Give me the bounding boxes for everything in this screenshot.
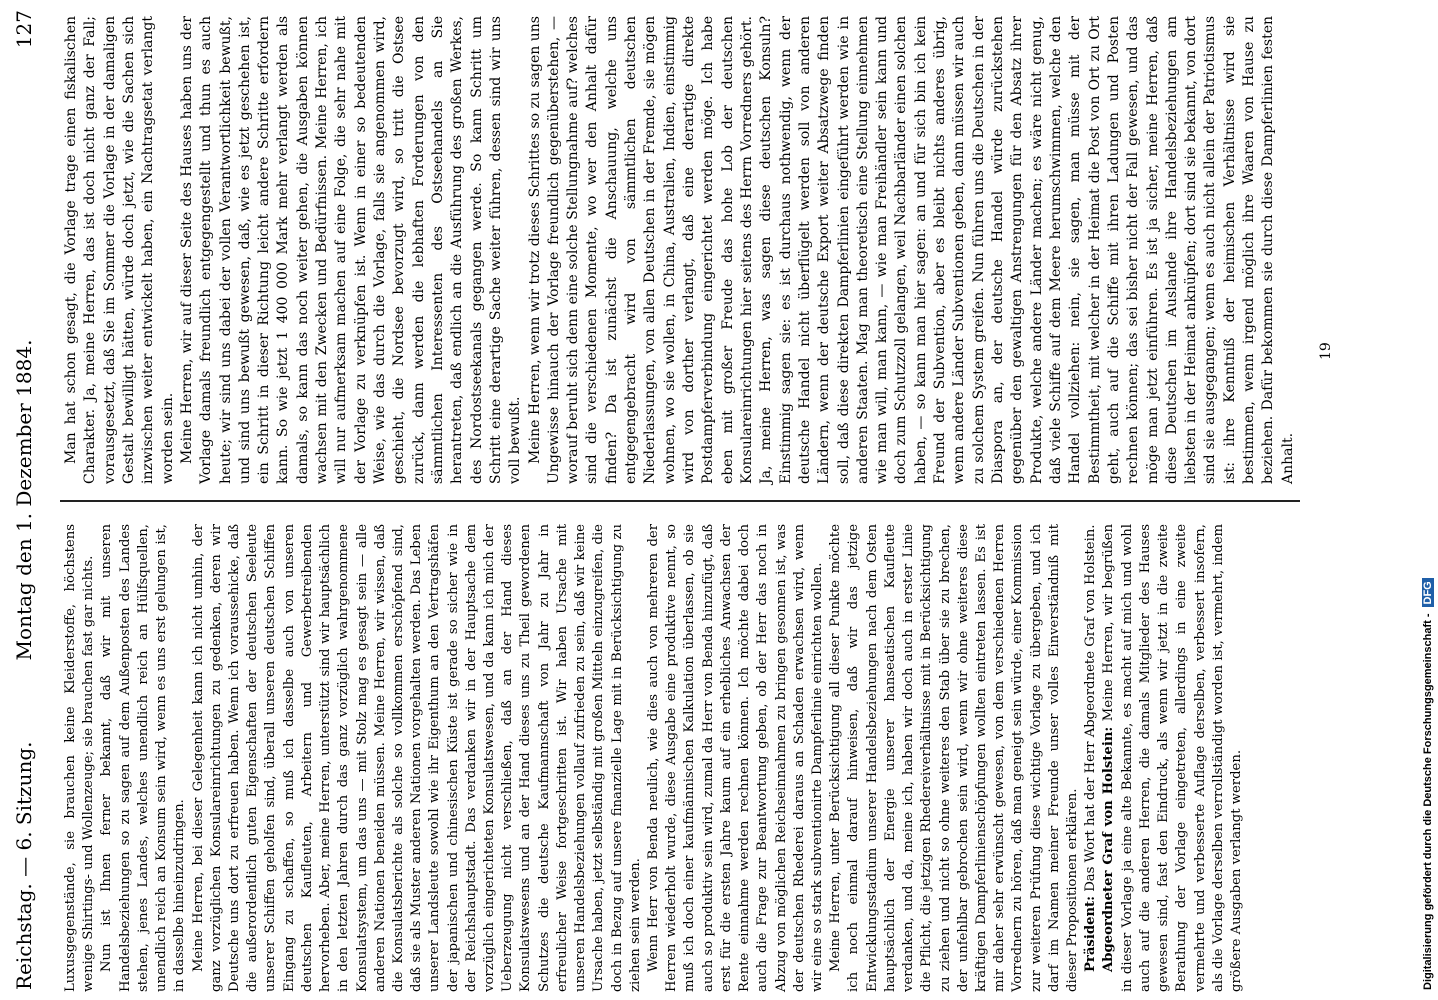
left-column — [62, 524, 1246, 992]
speaker-label: Präsident: — [1083, 895, 1099, 972]
holstein-paragraph — [1100, 524, 1246, 992]
paragraph: Nun ist Ihnen ferner bekannt, daß wir mit unseren Handelsbeziehungen so zu sagen auf dem Außenposten des Landes stehen, jenes Landes, welches unendlich reich an Hülfsquellen, unendlich reich an Konsum sein wird, wenn es uns erst gelungen ist, in dasselbe hineinzudringen. — [99, 524, 188, 992]
right-column — [62, 16, 1298, 484]
paragraph: Man hat schon gesagt, die Vorlage trage einen fiskalischen Charakter. Ja, meine Herren, das ist doch nicht ganz der Fall; vorausgesetzt, daß Sie im Sommer die Vorlage in der damaligen Gestalt bewilligt hätten, würde doch jetzt, wie die Sachen sich inzwischen weiter entwickelt haben, ein Nachtragsetat verlangt worden sein. — [63, 16, 176, 484]
paragraph: Meine Herren, unter Berücksichtigung all dieser Punkte möchte ich noch einmal darauf hinweisen, daß wir das jetzige Entwicklungsstadium unserer Handelsbeziehungen nach dem Osten hauptsächlich der Energie unserer hanseatischen Kaufleute verdanken, und da, meine ich, haben wir doch auch in erster Linie die Pflicht, die jetzigen Rhedereiverhältnisse mit in Berücksichtigung zu ziehen und nicht so ohne weiteres den Stab über sie zu brechen, der unfehlbar gebrochen sein wird, wenn wir ohne weiteres diese kräftigen Dampferlinienschöpfungen wollten eintreten lassen. Es ist mir daher sehr erwünscht gewesen, von dem verschiedenen Herren Vorrednern zu hören, daß man geneigt sein würde, einer Kommission zur weiteren Prüfung diese wichtige Vorlage zu übergeben, und ich darf im Namen meiner Freunde unser volles Einverständniß mit dieser Propositionen erklären. — [828, 524, 1081, 992]
speaker-text: Meine Herren, wir begrüßen in dieser Vorlage ja eine alte Bekannte, es macht auf mich und wohl auch auf die anderen Herren, die damals Mitglieder des Hauses gewesen sind, fast den Eindruck, als wenn wir jetzt in die zweite Berathung der Vorlage eingetreten, allerdings in eine zweite vermehrte und verbesserte Auflage derselben, verbessert insofern, als die Vorlage derselben verrollständigt worden ist, vermehrt, indem größere Ausgaben verlangt werden. — [1101, 524, 1244, 992]
funding-text: Digitalisierung gefördert durch die Deutsche Forschungsgemeinschaft - — [1422, 613, 1434, 990]
president-paragraph — [1082, 524, 1100, 992]
dfg-logo: DFG — [1422, 578, 1434, 607]
paragraph: Luxusgegenstände, sie brauchen keine Kleiderstoffe, höchstens wenige Shirtings- und Wollenzeuge; sie brauchen fast gar nichts. — [63, 524, 97, 992]
funding-note — [1422, 10, 1438, 990]
paragraph: Meine Herren, wenn wir trotz dieses Schrittes so zu sagen uns Ungewisse hinauch der Vorlage freundlich gegenüberstehen, — worauf beruht sich denn eine solche Stellungnahme auf? welches sind die verschiedenen Momente, wo wer den Anhalt dafür finden? Da ist zunächst die Anschauung, welche uns entgegengebracht wird von sämmtlichen deutschen Niederlassungen, von allen Deutschen in der Fremde, sie mögen wohnen, wo sie wollen, in China, Australien, Indien, einstimmig wird von dorther verlangt, daß eine derartige direkte Postdampferverbindung eingerichtet werden möge. Ich habe eben mit großer Freude das hohe Lob der deutschen Konsulareinrichtungen hier seitens des Herrn Vorredners gehört. Ja, meine Herren, was sagen diese deutschen Konsuln? Einstimmig sagen sie: es ist durchaus nothwendig, wenn der deutsche Handel nicht überflügelt werden soll von anderen Ländern, wenn der deutsche Export weiter Absatzwege finden soll, daß diese direkten Dampferlinien eingeführt werden wie in anderen Staaten. Mag man theoretisch eine Stellung einnehmen wie man will, man kann, — wie man Freihändler sein kann und doch zum Schutzzoll gelangen, weil Nachbarländer einen solchen haben, — so kann man hier sagen: an und für sich bin ich kein Freund der Subvention, aber es bleibt nichts anderes übrig, wenn andere Länder Subventionen geben, dann müssen wir auch zu solchem System greifen. Nun führen uns die Deutschen in der Diaspora an, der deutsche Handel würde zurückstehen gegenüber den gewaltigen Anstrengungen für den Absatz ihrer Produkte, welche andere Länder machen; es wäre nicht genug, daß viele Schiffe auf dem Meere herumschwimmen, welche den Handel vollziehen: nein, sie sagen, man müsse mit der Bestimmtheit, mit welcher in der Heimat die Post von Ort zu Ort geht, auch auf die Schiffe mit ihren Ladungen und Posten rechnen können; das sei bisher nicht der Fall gewesen, und das möge man jetzt einführen. Es ist ja sicher, meine Herren, daß diese Deutschen im Auslande ihre Handelsbeziehungen am liebsten in der Heimat anknüpfen; dort sind sie bekannt, von dort sind sie ausgegangen; wenn es auch nicht allein der Patriotismus ist: ihre Kenntniß der heimischen Verhältnisse wird sie bestimmen, wenn irgend möglich ihre Waaren von Hause zu beziehen. Dafür bekommen sie durch diese Dampferlinien festen Anhalt. — [526, 16, 1296, 484]
column-divider — [60, 500, 1300, 502]
speaker-label: Abgeordneter Graf von Holstein: — [1101, 726, 1117, 972]
footer-number: 19 — [1318, 342, 1334, 360]
paragraph: Wenn Herr von Benda neulich, wie dies auch von mehreren der Herren wiederholt wurde, diese Ausgabe eine produktive nennt, so muß ich doch einer kaufmännischen Kalkulation überlassen, ob sie auch so produktiv sein wird, zumal da Herr von Benda hinzufügt, daß erst für die ersten Jahre kaum auf ein erhebliches Anwachsen der Rente einnahme werden rechnen können. Ich möchte dabei doch auch die Frage zur Beantwortung geben, ob der Herr das noch in Abzug von möglichen Reichseinnahmen zu bringen gesonnen ist, was der deutschen Rhederei daraus an Schaden erwachsen wird, wenn wir eine so stark subventionirte Dampferlinie einrichten wollen. — [646, 524, 825, 992]
header-date: Montag den 1. Dezember 1884. — [12, 339, 36, 661]
speaker-text: Das Wort hat der Herr Abgeordnete Graf von Holstein. — [1083, 524, 1099, 892]
page-header — [12, 10, 52, 990]
page-number: 127 — [12, 10, 36, 49]
paragraph: Meine Herren, wir auf dieser Seite des Hauses haben uns der Vorlage damals freundlich entgegengestellt und thun es auch heute; wir sind uns dabei der vollen Verantwortlichkeit bewußt, und sind uns bewußt gewesen, daß, wie es jetzt geschehen ist, ein Schritt in dieser Richtung leicht andere Schritte erfordern kann. So wie jetzt 1 400 000 Mark mehr verlangt werden als damals, so kann das noch weiter gehen, die Ausgaben können wachsen mit den Zwecken und Bedürfnissen. Meine Herren, ich will nur aufmerksam machen auf eine Folge, die sehr nahe mit der Vorlage zu verknüpfen ist. Wenn in einer so bedeutenden Weise, wie das durch die Vorlage, falls sie angenommen wird, geschieht, die Nordsee bevorzugt wird, so tritt die Ostsee zurück, dann werden die lebhaften Forderungen von den sämmtlichen Interessenten des Ostseehandels an Sie herantreten, daß endlich an die Ausführung des großen Werkes, des Nordostseekanals gegangen werde. So kann Schritt um Schritt eine derartige Sache weiter führen, dessen sind wir uns voll bewußt. — [178, 16, 524, 484]
header-session: Reichstag. — 6. Sitzung. — [12, 741, 36, 990]
paragraph: Meine Herren, bei dieser Gelegenheit kann ich nicht umhin, der ganz vorzüglichen Konsulareinrichtungen zu gedenken, deren wir Deutsche uns dort zu erfreuen haben. Wenn ich voraussehicke, daß die außerordentlich guten Eigenschaften der deutschen Seeleute unserer Schiffen geholfen sind, überall unseren deutschen Schiffen Eingang zu schaffen, so muß ich dasselbe auch von unseren deutschen Kaufleuten, Arbeitern und Gewerbetreibenden hervorheben. Aber, meine Herren, unterstützt sind wir hauptsächlich in den letzten Jahren durch das ganz vorzüglich wahrgenommene Konsulatsystem, um das uns — mit Stolz mag es gesagt sein — alle anderen Nationen beneiden müssen. Meine Herren, wir wissen, daß die Konsulatsberichte als solche so vollkommen erschöpfend sind, daß sie als Muster anderen Nationen vorgehalten werden. Das Leben unserer Landsleute sowohl wie ihr Eigenthum an den Vertragshäfen der japanischen und chinesischen Küste ist gerade so sicher wie in der Reichshauptstadt. Das verdanken wir in der Hauptsache dem vorzüglich eingerichteten Konsulatswesen, und da kann ich mich der Ueberzeugung nicht verschließen, daß an der Hand dieses Konsulatswesens und an der Hand dieses uns zu Theil gewordenen Schutzes die deutsche Kaufmannschaft von Jahr zu Jahr in erfreulicher Weise fortgeschritten ist. Wir haben Ursache mit unseren Handelsbeziehungen vollauf zufrieden zu sein, daß wir keine Ursache haben, jetzt selbständig mit großen Mitteln einzugreifen, die doch in Bezug auf unsere finanzielle Lage mit in Berücksichtigung zu ziehen sein werden. — [190, 524, 643, 992]
